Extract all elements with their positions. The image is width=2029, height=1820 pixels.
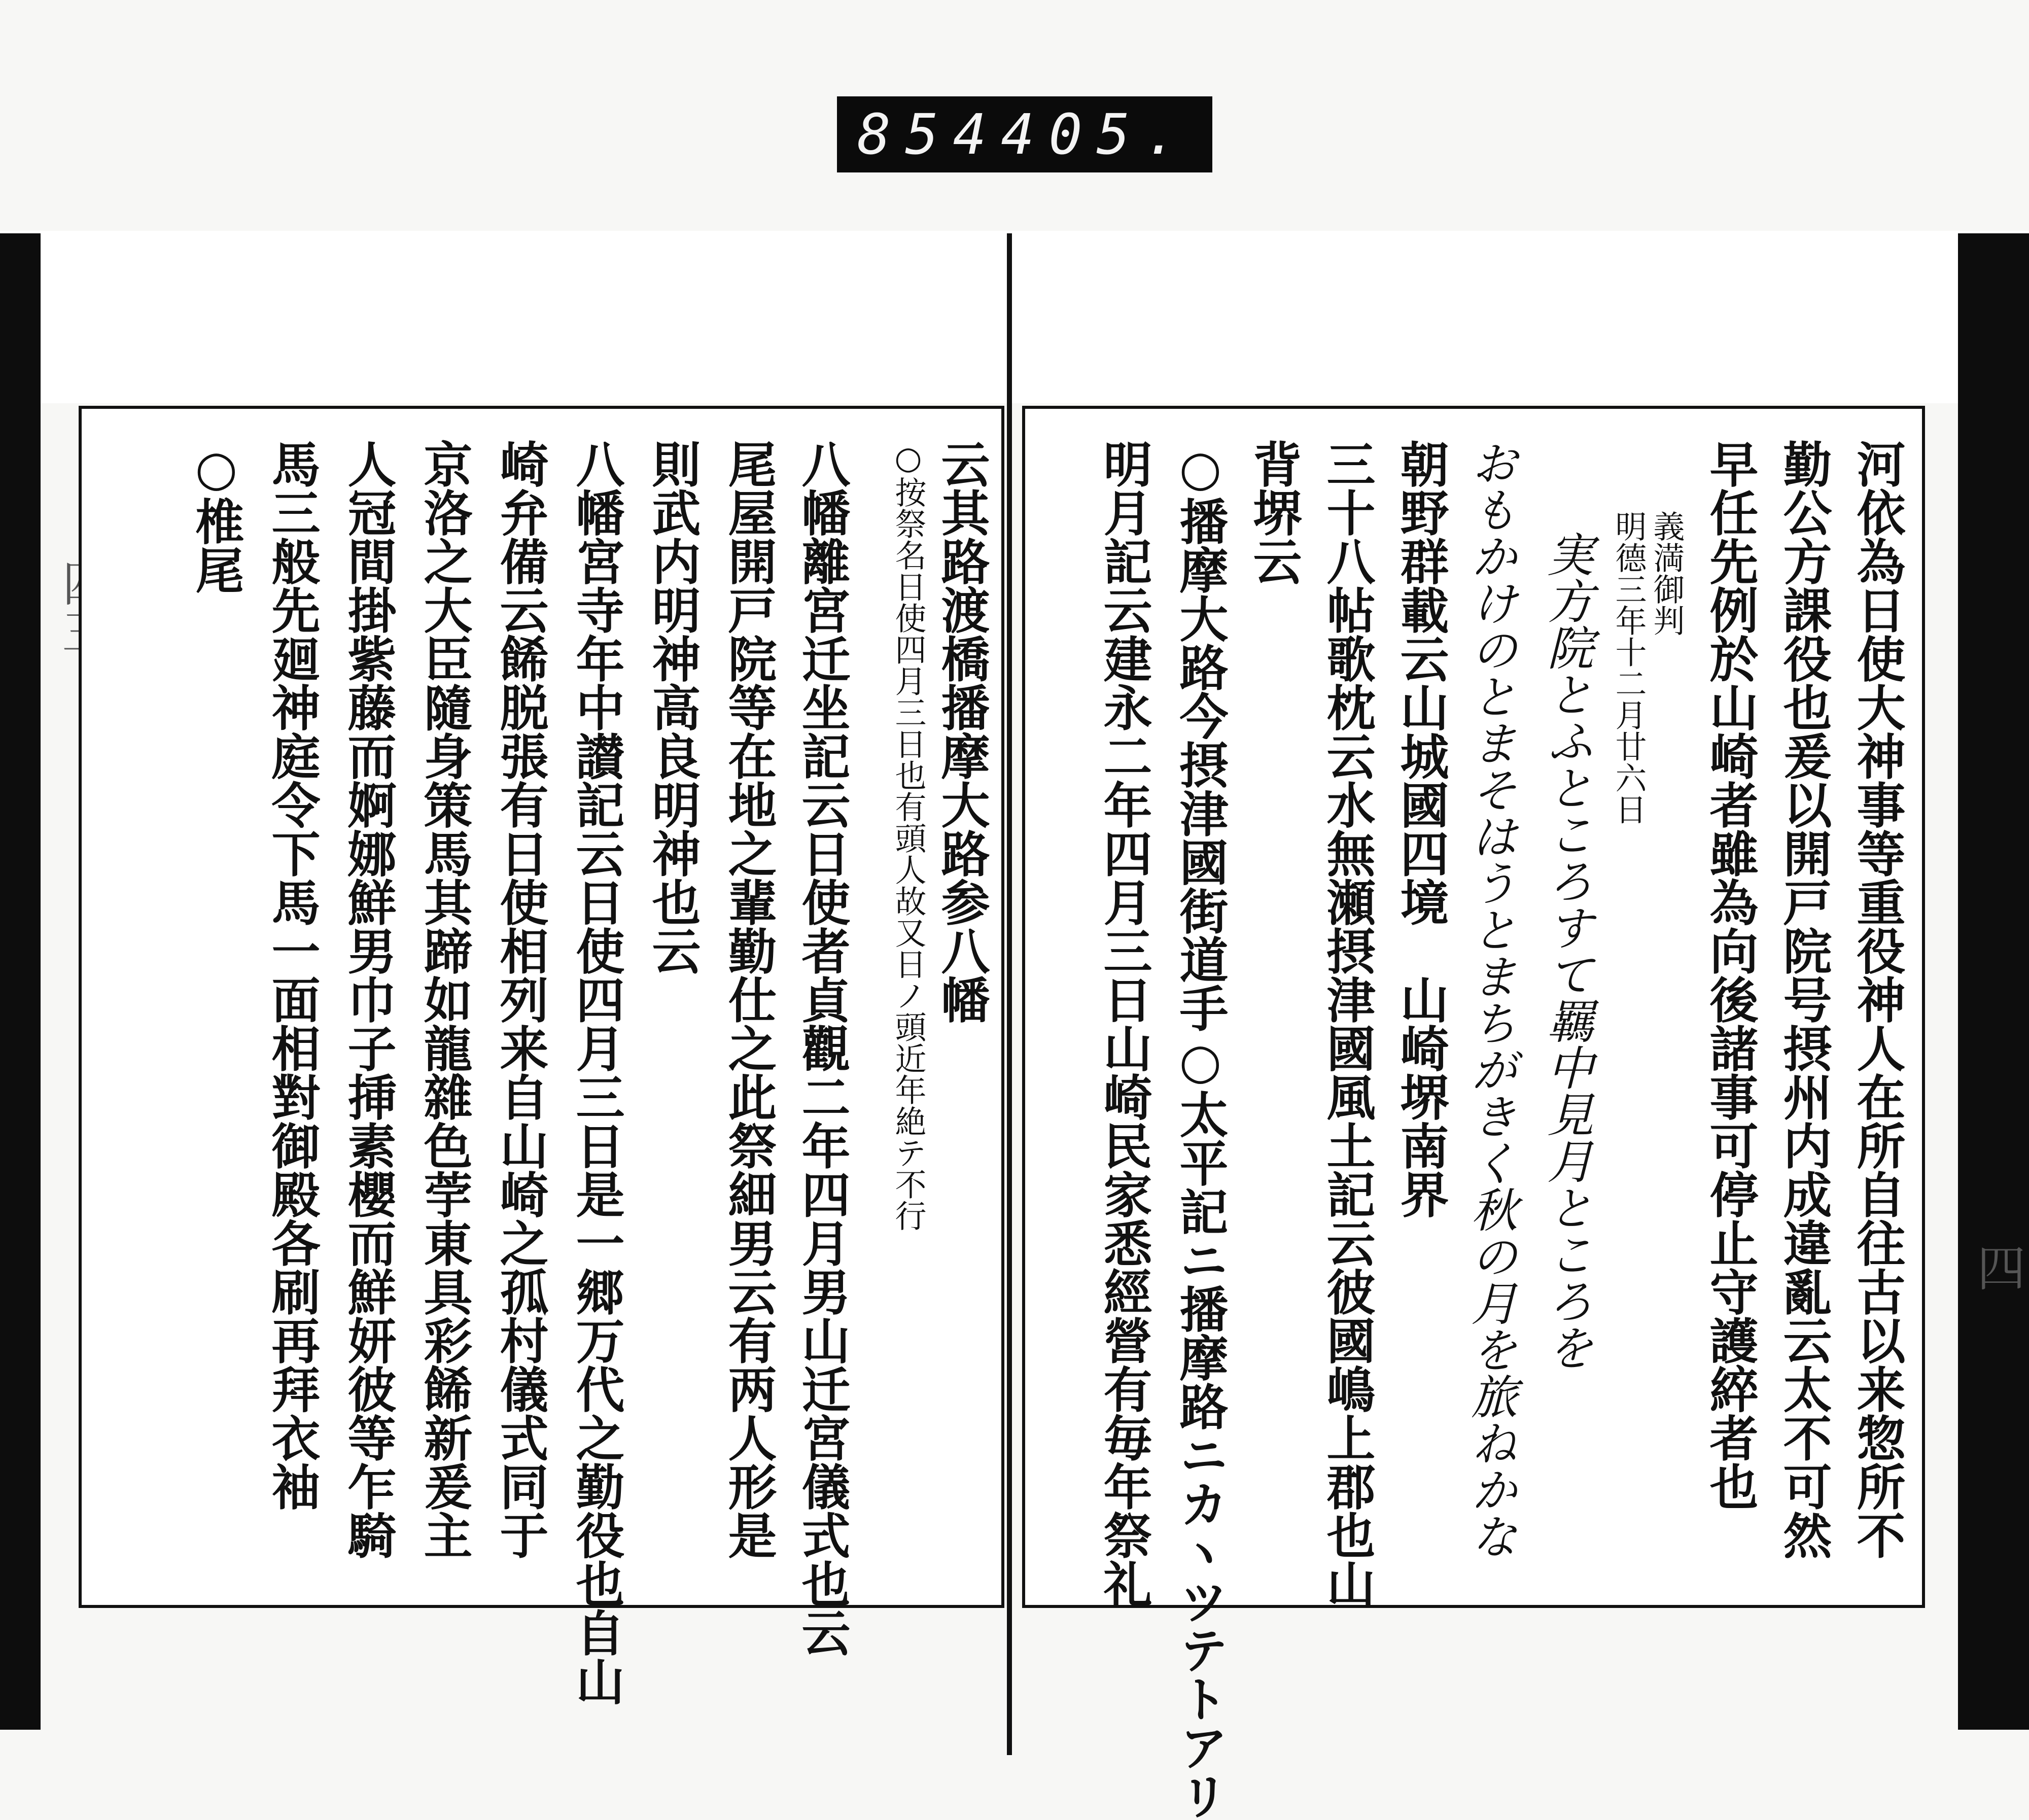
right-col-2: 勤公方課役也爰以開戸院号摂州内成違亂云太不可然 — [1775, 439, 1833, 1559]
right-col-9: 三十八帖歌枕云水無瀬摂津國風土記云彼國嶋上郡也山 — [1319, 439, 1376, 1608]
left-col-5: 則武内明神高良明神也云 — [644, 439, 702, 975]
left-col-7: 崎弁備云餙脱張有日使相列来自山崎之孤村儀式同于 — [492, 439, 549, 1559]
left-col-8: 京洛之大臣隨身策馬其蹄如龍雜色荢東具彩餙新爰主 — [416, 439, 473, 1559]
archive-label — [837, 96, 1212, 172]
right-col-1: 河依為日使大神事等重役神人在所自往古以来惣所不 — [1849, 439, 1906, 1559]
book-spread-top — [0, 231, 2029, 403]
left-col-11: ○椎尾 — [188, 439, 245, 594]
left-col-1: 云其路渡橋播摩大路参八幡 — [933, 439, 991, 1024]
left-page — [79, 406, 1004, 1705]
right-col-4: 義満御判 — [1648, 510, 1685, 636]
right-col-7: おもかけのとまそはうとまちがきく秋の月を旅ねかな — [1463, 439, 1518, 1559]
right-col-8: 朝野群載云山城國四境 山崎堺南界 — [1392, 439, 1450, 1218]
right-page — [1022, 406, 1925, 1820]
left-col-4: 尾屋開戸院等在地之輩勤仕之此祭細男云有两人形是 — [720, 439, 778, 1559]
archive-label-right: 405. — [1001, 102, 1192, 167]
right-edge-folio: 四 — [1969, 1243, 2026, 1291]
archive-label-left: 854 — [857, 102, 1001, 167]
right-col-6: 実方院とふところすて羈中見月ところを — [1540, 531, 1594, 1371]
left-col-6: 八幡宮寺年中讃記云日使四月三日是一郷万代之勤役也自山 — [568, 439, 625, 1705]
left-col-10: 馬三般先廻神庭令下馬一面相對御殿各刷再拜衣袖 — [264, 439, 321, 1511]
center-gutter — [1007, 233, 1012, 1755]
right-col-11: ○播摩大路今摂津國街道手○太平記ニ播摩路ニカヽツテトアリ — [1172, 439, 1229, 1820]
right-col-5: 明德三年十二月廿六日 — [1610, 510, 1647, 825]
right-col-10: 背堺云 — [1245, 439, 1303, 585]
left-col-3: 八幡離宮迁坐記云日使者貞觀二年四月男山迁宮儀式也云 — [794, 439, 851, 1657]
right-col-12: 明月記云建永二年四月三日山崎民家悉經營有毎年祭礼 — [1096, 439, 1153, 1608]
right-binding-edge — [1958, 233, 2029, 1730]
left-binding-edge — [0, 233, 41, 1730]
left-col-2: ○按祭名日使四月三日也有頭人故又日ノ頭近年絶テ不行 — [890, 439, 927, 1231]
left-col-9: 人冠間掛紫藤而婀娜鮮男巾子挿素櫻而鮮妍彼等乍騎 — [340, 439, 397, 1559]
right-col-3: 早任先例於山崎者雖為向後諸事可停止守護綷者也 — [1702, 439, 1759, 1511]
